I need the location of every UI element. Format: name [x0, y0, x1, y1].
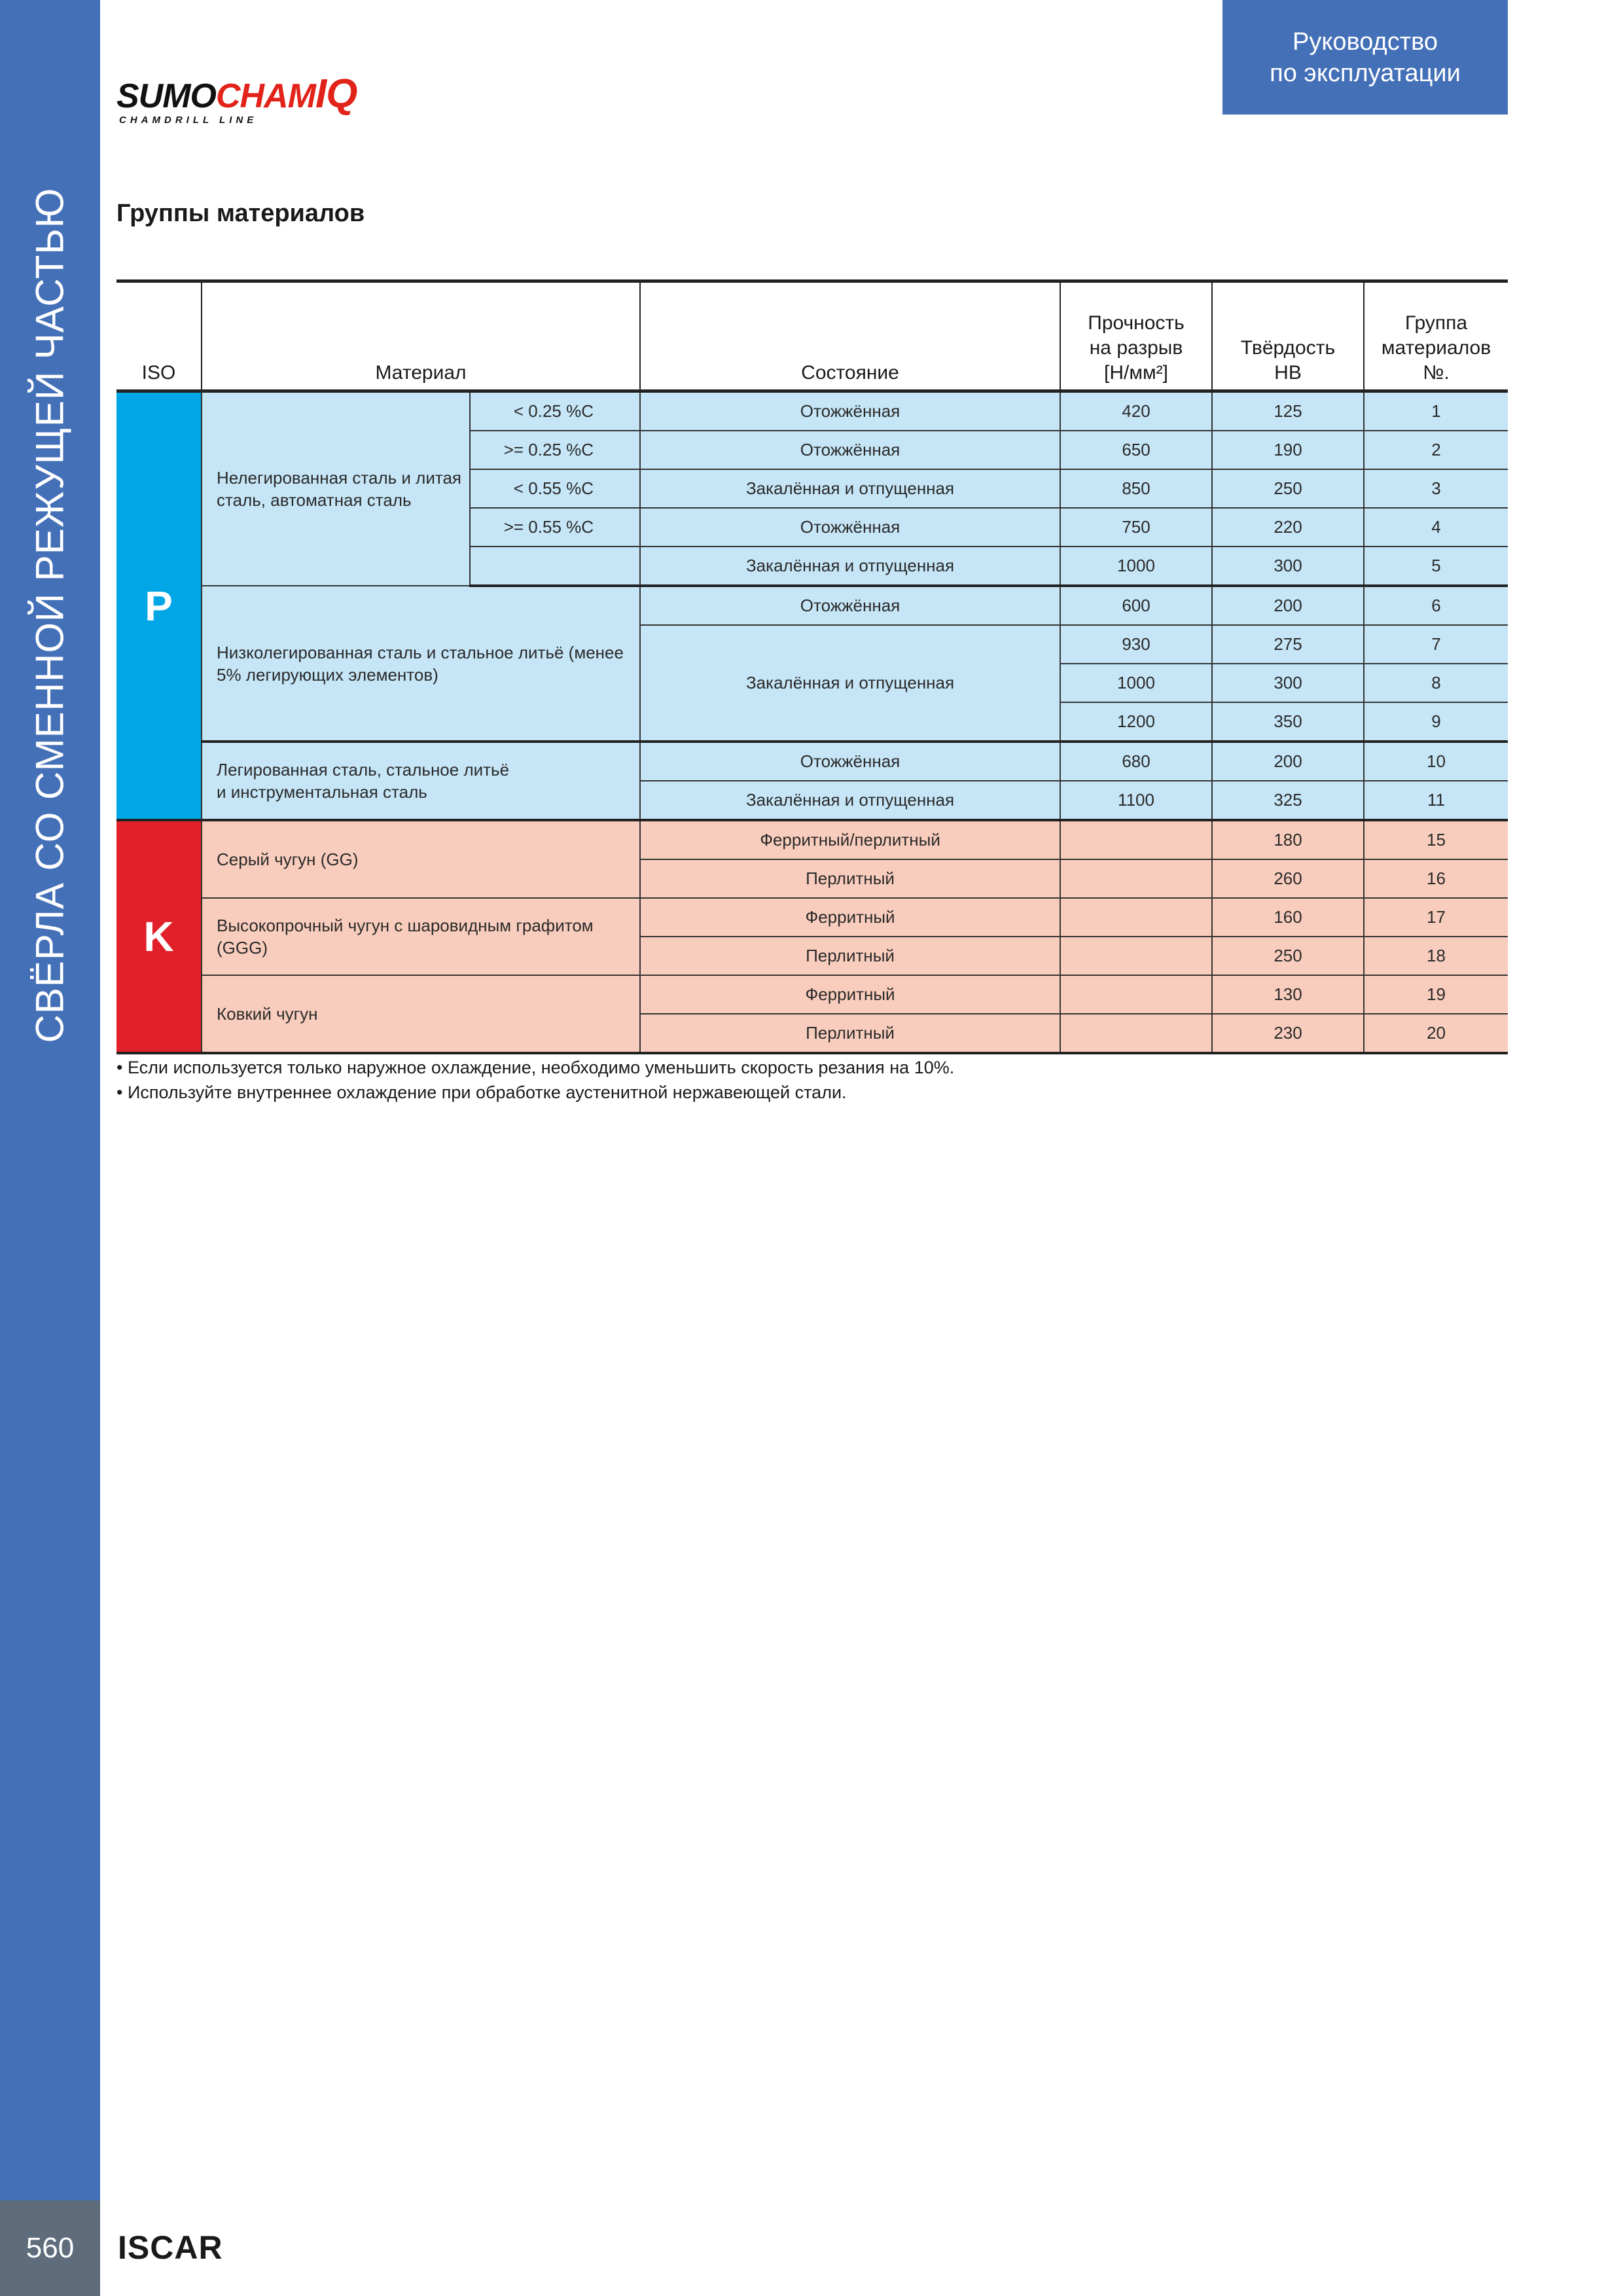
footnote-internal-cooling: • Используйте внутреннее охлаждение при обработке аустенитной нержавеющей стали.: [116, 1083, 847, 1102]
hardness-cell: 200: [1212, 742, 1364, 781]
header-condition: Состояние: [640, 281, 1060, 391]
group-cell: 16: [1364, 859, 1508, 898]
tensile-cell: [1060, 975, 1212, 1014]
iso-p-cell: P: [116, 391, 202, 821]
group-cell: 4: [1364, 508, 1508, 547]
condition-cell: Ферритный/перлитный: [640, 820, 1060, 859]
table-row: [116, 820, 1508, 859]
condition-cell: Отожжённая: [640, 508, 1060, 547]
tensile-cell: [1060, 859, 1212, 898]
header-group: [1364, 281, 1508, 391]
group-cell: 2: [1364, 431, 1508, 469]
group-cell: 8: [1364, 664, 1508, 702]
tensile-cell: 1200: [1060, 702, 1212, 742]
group-cell: 5: [1364, 547, 1508, 586]
condition-cell: Закалённая и отпущенная: [640, 469, 1060, 508]
group-cell: 3: [1364, 469, 1508, 508]
header-tensile-line2: на разрыв: [1089, 337, 1183, 359]
group-cell: 9: [1364, 702, 1508, 742]
header-hardness-unit: HB: [1274, 362, 1302, 384]
header-group-line2: материалов: [1381, 337, 1491, 359]
tensile-cell: 1100: [1060, 781, 1212, 820]
table-row: [116, 898, 1508, 937]
group-cell: 18: [1364, 937, 1508, 975]
condition-cell: Закалённая и отпущенная: [640, 625, 1060, 742]
group-cell: 17: [1364, 898, 1508, 937]
tensile-cell: [1060, 1014, 1212, 1053]
header-tensile-unit: [Н/мм²]: [1104, 362, 1168, 384]
hardness-cell: 125: [1212, 391, 1364, 431]
guide-tab-line2: по эксплуатации: [1270, 59, 1461, 87]
hardness-cell: 200: [1212, 586, 1364, 625]
hardness-cell: 180: [1212, 820, 1364, 859]
header-group-line1: Группа: [1404, 312, 1468, 334]
hardness-cell: 300: [1212, 664, 1364, 702]
logo-cham: CHAM: [216, 77, 315, 115]
condition-cell: Закалённая и отпущенная: [640, 781, 1060, 820]
condition-cell: Отожжённая: [640, 742, 1060, 781]
iso-k-cell: K: [116, 820, 202, 1053]
material-alloy-line2: и инструментальная сталь: [217, 782, 427, 802]
material-alloy-steel: [202, 742, 640, 820]
tensile-cell: 930: [1060, 625, 1212, 664]
tensile-cell: [1060, 937, 1212, 975]
carbon-cell: [470, 547, 640, 586]
carbon-cell: < 0.55 %С: [470, 469, 640, 508]
hardness-cell: 260: [1212, 859, 1364, 898]
hardness-cell: 230: [1212, 1014, 1364, 1053]
condition-cell: Перлитный: [640, 937, 1060, 975]
footer-brand: ISCAR: [118, 2229, 223, 2266]
header-hardness: [1212, 281, 1364, 391]
section-title: Группы материалов: [116, 200, 365, 227]
condition-cell: Отожжённая: [640, 586, 1060, 625]
hardness-cell: 325: [1212, 781, 1364, 820]
hardness-cell: 300: [1212, 547, 1364, 586]
hardness-cell: 350: [1212, 702, 1364, 742]
page-number: 560: [0, 2200, 100, 2296]
tensile-cell: 750: [1060, 508, 1212, 547]
header-hardness-line1: Твёрдость: [1240, 337, 1336, 359]
table-row: [116, 975, 1508, 1014]
material-lowalloy-steel: Низколегированная сталь и стальное литьё (менее 5% легирующих элементов): [202, 586, 640, 742]
guide-tab-line1: Руководство: [1292, 27, 1438, 56]
tensile-cell: 1000: [1060, 547, 1212, 586]
tensile-cell: [1060, 898, 1212, 937]
tensile-cell: 600: [1060, 586, 1212, 625]
tensile-cell: 420: [1060, 391, 1212, 431]
guide-tab[interactable]: [1222, 0, 1508, 115]
carbon-cell: < 0.25 %С: [470, 391, 640, 431]
header-iso: ISO: [116, 281, 202, 391]
footnote-external-cooling: • Если используется только наружное охлаждение, необходимо уменьшить скорость резания на 10%.: [116, 1058, 955, 1077]
material-alloy-line1: Легированная сталь, стальное литьё: [217, 760, 510, 780]
condition-cell: Перлитный: [640, 859, 1060, 898]
tensile-cell: 1000: [1060, 664, 1212, 702]
hardness-cell: 275: [1212, 625, 1364, 664]
header-group-line3: №.: [1423, 362, 1450, 384]
material-nodular-cast-iron: Высокопрочный чугун с шаровидным графитом (GGG): [202, 898, 640, 975]
group-cell: 1: [1364, 391, 1508, 431]
condition-cell: Отожжённая: [640, 431, 1060, 469]
logo-sumo: SUMO: [116, 77, 216, 115]
group-cell: 6: [1364, 586, 1508, 625]
material-malleable-cast-iron: Ковкий чугун: [202, 975, 640, 1053]
logo-iq: IQ: [315, 71, 357, 117]
product-logo: [116, 71, 365, 130]
carbon-cell: >= 0.55 %С: [470, 508, 640, 547]
header-tensile-line1: Прочность: [1088, 312, 1185, 334]
logo-subtitle: CHAMDRILL LINE: [119, 115, 258, 126]
material-groups-table: [116, 279, 1508, 1054]
hardness-cell: 190: [1212, 431, 1364, 469]
hardness-cell: 130: [1212, 975, 1364, 1014]
tensile-cell: 650: [1060, 431, 1212, 469]
header-material: Материал: [202, 281, 640, 391]
material-grey-cast-iron: Серый чугун (GG): [202, 820, 640, 898]
hardness-cell: 220: [1212, 508, 1364, 547]
tensile-cell: 850: [1060, 469, 1212, 508]
material-nonalloy-steel: Нелегированная сталь и литая сталь, автоматная сталь: [202, 391, 470, 586]
table-header-row: [116, 281, 1508, 391]
group-cell: 7: [1364, 625, 1508, 664]
header-tensile: [1060, 281, 1212, 391]
condition-cell: Закалённая и отпущенная: [640, 547, 1060, 586]
tensile-cell: 680: [1060, 742, 1212, 781]
condition-cell: Ферритный: [640, 898, 1060, 937]
hardness-cell: 250: [1212, 937, 1364, 975]
hardness-cell: 250: [1212, 469, 1364, 508]
carbon-cell: >= 0.25 %С: [470, 431, 640, 469]
group-cell: 11: [1364, 781, 1508, 820]
group-cell: 19: [1364, 975, 1508, 1014]
side-section-title: СВЁРЛА СО СМЕННОЙ РЕЖУЩЕЙ ЧАСТЬЮ: [27, 187, 72, 1043]
group-cell: 20: [1364, 1014, 1508, 1053]
footnotes: [116, 1055, 954, 1105]
tensile-cell: [1060, 820, 1212, 859]
hardness-cell: 160: [1212, 898, 1364, 937]
condition-cell: Отожжённая: [640, 391, 1060, 431]
group-cell: 10: [1364, 742, 1508, 781]
table-row: [116, 586, 1508, 625]
condition-cell: Ферритный: [640, 975, 1060, 1014]
condition-cell: Перлитный: [640, 1014, 1060, 1053]
group-cell: 15: [1364, 820, 1508, 859]
table-row: [116, 742, 1508, 781]
table-row: [116, 391, 1508, 431]
